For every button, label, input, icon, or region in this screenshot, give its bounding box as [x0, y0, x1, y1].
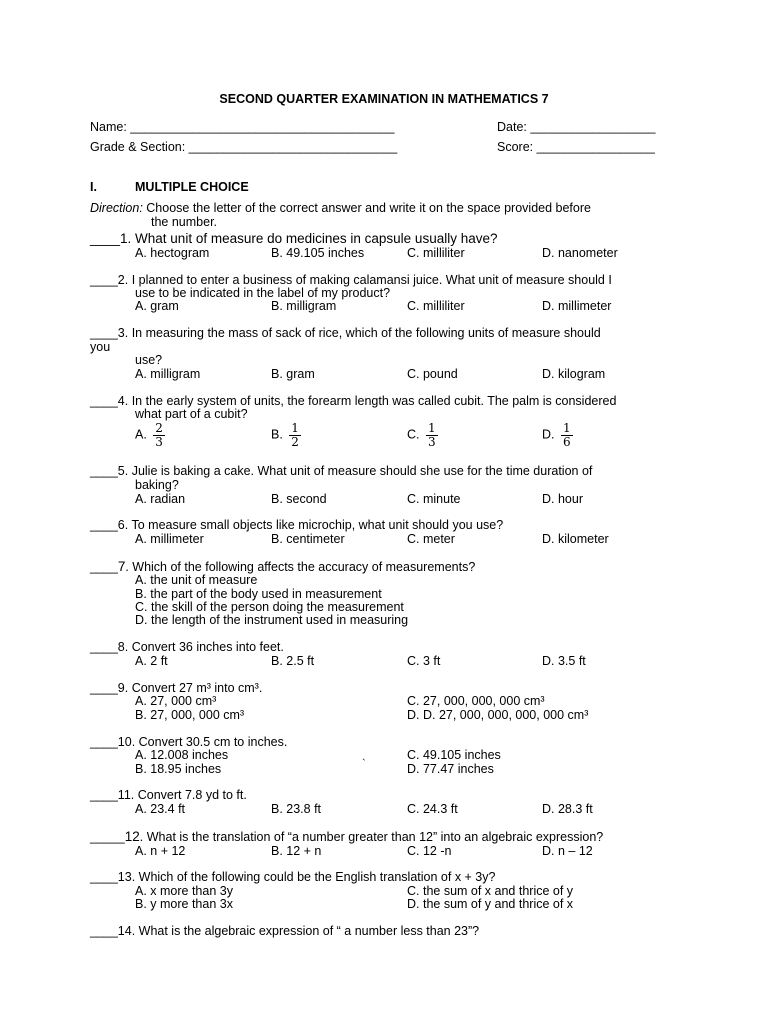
- q7-number: 7: [117, 559, 126, 574]
- q12-option-b: B. 12 + n: [271, 844, 322, 858]
- q3-option-d: D. kilogram: [542, 367, 606, 381]
- q4-option-c-fraction: [426, 422, 438, 448]
- q6-option-c: C. meter: [407, 532, 455, 546]
- q4-option-c: [407, 422, 438, 448]
- q4-option-b-label: B.: [271, 427, 283, 442]
- q5-option-c: C. minute: [407, 492, 461, 506]
- q4-stem-line-2: what part of a cubit?: [135, 407, 248, 421]
- direction-line-1: [90, 202, 591, 215]
- direction-text: Choose the letter of the correct answer and write it on the space provided before: [142, 201, 591, 215]
- q13-option-c: C. the sum of x and thrice of y: [407, 884, 574, 898]
- q5-stem-line-2: baking?: [135, 478, 179, 492]
- exam-title: SECOND QUARTER EXAMINATION IN MATHEMATICS 7: [219, 92, 549, 106]
- q10-option-a: A. 12.008 inches: [135, 748, 229, 762]
- q7-option-b: B. the part of the body used in measurement: [135, 587, 382, 601]
- q13-option-a: A. x more than 3y: [135, 884, 233, 898]
- section-number: I.: [90, 180, 97, 194]
- q10-stem: ____10. Convert 30.5 cm to inches.: [90, 735, 288, 749]
- q5-option-a: A. radian: [135, 492, 186, 506]
- q11-stem: ____11. Convert 7.8 yd to ft.: [90, 788, 247, 802]
- q7-option-d: D. the length of the instrument used in measuring: [135, 613, 409, 627]
- fraction-numerator: 2: [155, 421, 163, 435]
- q4-option-a: [135, 422, 165, 448]
- q4-option-d-label: D.: [542, 427, 555, 442]
- q13-option-b: B. y more than 3x: [135, 897, 233, 911]
- q12-number: 12: [124, 829, 140, 844]
- direction-line-2: the number.: [151, 215, 218, 229]
- q10-option-c: C. 49.105 inches: [407, 748, 501, 762]
- q2-stem-line-1: ____2. I planned to enter a business of making calamansi juice. What unit of measure should I: [90, 273, 612, 287]
- score-field[interactable]: Score: _________________: [497, 140, 655, 154]
- q5-option-d: D. hour: [542, 492, 583, 506]
- name-field[interactable]: Name: ______________________________________: [90, 120, 395, 134]
- q14-stem: ____14. What is the algebraic expression of “ a number less than 23”?: [90, 924, 480, 938]
- q3-stem-line-1b: you: [90, 340, 111, 354]
- q3-stem-line-1: ____3. In measuring the mass of sack of rice, which of the following units of measure should: [90, 326, 601, 340]
- q2-stem-line-2: use to be indicated in the label of my product?: [135, 286, 391, 300]
- q4-option-c-label: C.: [407, 427, 420, 442]
- q7-option-a: A. the unit of measure: [135, 573, 258, 587]
- q9-option-c: C. 27, 000, 000, 000 cm³: [407, 694, 545, 708]
- q12-option-d: D. n – 12: [542, 844, 593, 858]
- q12-blank: _____: [90, 830, 125, 844]
- q12-text: . What is the translation of “a number greater than 12” into an algebraic expression?: [139, 830, 604, 844]
- q6-option-b: B. centimeter: [271, 532, 345, 546]
- q3-option-a: A. milligram: [135, 367, 201, 381]
- q8-option-c: C. 3 ft: [407, 654, 441, 668]
- q2-option-a: A. gram: [135, 299, 179, 313]
- q12-option-a: A. n + 12: [135, 844, 186, 858]
- fraction-denominator: 2: [291, 434, 299, 449]
- q8-option-b: B. 2.5 ft: [271, 654, 315, 668]
- q11-option-c: C. 24.3 ft: [407, 802, 458, 816]
- q4-option-a-label: A.: [135, 427, 147, 442]
- q2-option-b: B. milligram: [271, 299, 337, 313]
- q5-stem-line-1: ____5. Julie is baking a cake. What unit of measure should she use for the time duration of: [90, 464, 593, 478]
- q1-option-a: A. hectogram: [135, 246, 210, 260]
- q1-option-d: D. nanometer: [542, 246, 618, 260]
- q6-stem: ____6. To measure small objects like microchip, what unit should you use?: [90, 518, 504, 532]
- q11-option-b: B. 23.8 ft: [271, 802, 322, 816]
- date-field[interactable]: Date: __________________: [497, 120, 656, 134]
- q6-option-d: D. kilometer: [542, 532, 609, 546]
- q10-option-b: B. 18.95 inches: [135, 762, 222, 776]
- q4-option-d-fraction: [561, 422, 573, 448]
- fraction-denominator: 3: [155, 434, 163, 449]
- q8-stem: ____8. Convert 36 inches into feet.: [90, 640, 284, 654]
- section-title: MULTIPLE CHOICE: [135, 180, 249, 194]
- q11-option-d: D. 28.3 ft: [542, 802, 593, 816]
- q3-option-c: C. pound: [407, 367, 458, 381]
- q5-option-b: B. second: [271, 492, 327, 506]
- fraction-numerator: 1: [291, 421, 299, 435]
- q1-option-c: C. milliliter: [407, 246, 465, 260]
- q4-option-b-fraction: [289, 422, 301, 448]
- grade-section-field[interactable]: Grade & Section: ______________________________: [90, 140, 398, 154]
- fraction-denominator: 3: [427, 434, 436, 449]
- q8-option-d: D. 3.5 ft: [542, 654, 586, 668]
- q9-option-d: D. D. 27, 000, 000, 000, 000 cm³: [407, 708, 589, 722]
- q4-option-d: [542, 422, 573, 448]
- q2-option-c: C. milliliter: [407, 299, 465, 313]
- fraction-numerator: 1: [427, 421, 436, 435]
- fraction-numerator: 1: [562, 421, 571, 435]
- q12-stem: [90, 830, 603, 844]
- q2-option-d: D. millimeter: [542, 299, 612, 313]
- q10-option-d: D. 77.47 inches: [407, 762, 494, 776]
- q3-stem-line-2: use?: [135, 353, 163, 367]
- q9-option-b: B. 27, 000, 000 cm³: [135, 708, 245, 722]
- q7-option-c: C. the skill of the person doing the measurement: [135, 600, 404, 614]
- q4-option-b: [271, 422, 301, 448]
- q9-stem: ____9. Convert 27 m³ into cm³.: [90, 681, 263, 695]
- q13-option-d: D. the sum of y and thrice of x: [407, 897, 574, 911]
- q8-option-a: A. 2 ft: [135, 654, 168, 668]
- stray-backtick: `: [362, 758, 366, 770]
- q3-option-b: B. gram: [271, 367, 315, 381]
- q12-option-c: C. 12 -n: [407, 844, 452, 858]
- q7-blank: ____: [90, 560, 118, 574]
- direction-label: Direction:: [90, 201, 143, 215]
- q9-option-a: A. 27, 000 cm³: [135, 694, 217, 708]
- q1-stem: ____1. What unit of measure do medicines in capsule usually have?: [90, 231, 498, 246]
- q11-option-a: A. 23.4 ft: [135, 802, 186, 816]
- q7-stem: [90, 560, 475, 574]
- q1-option-b: B. 49.105 inches: [271, 246, 365, 260]
- q4-stem-line-1: ____4. In the early system of units, the forearm length was called cubit. The palm is considered: [90, 394, 617, 408]
- q7-text: . Which of the following affects the accuracy of measurements?: [125, 560, 476, 574]
- q13-stem: ____13. Which of the following could be the English translation of x + 3y?: [90, 870, 496, 884]
- q4-option-a-fraction: [153, 422, 165, 448]
- fraction-denominator: 6: [562, 434, 571, 449]
- q6-option-a: A. millimeter: [135, 532, 204, 546]
